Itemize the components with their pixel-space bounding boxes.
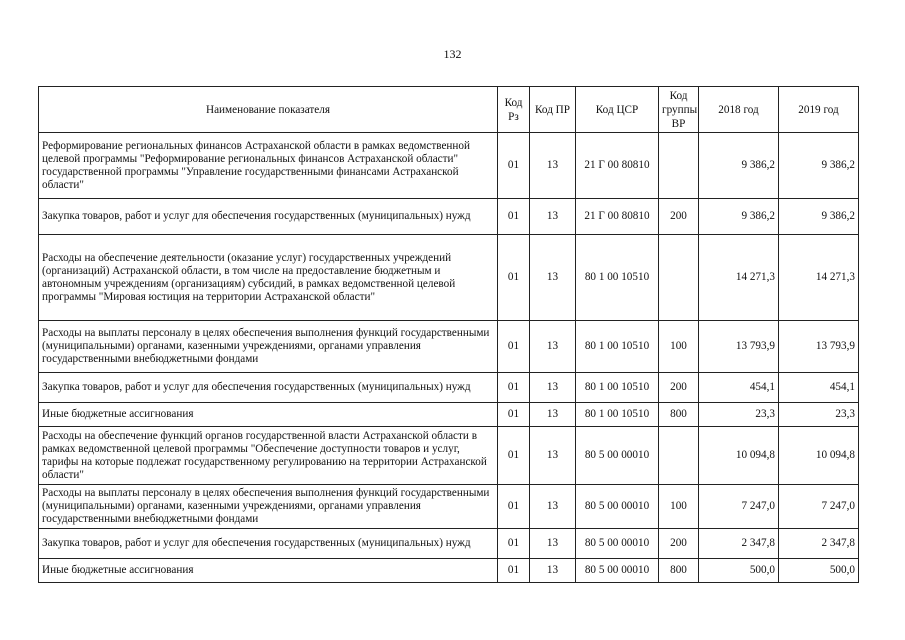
row-rz: 01 (498, 427, 530, 485)
row-pr: 13 (530, 529, 576, 559)
table-row (39, 199, 859, 235)
header-name: Наименование показателя (39, 87, 498, 133)
table-row (39, 403, 859, 427)
row-vr: 200 (659, 529, 699, 559)
row-name: Иные бюджетные ассигнования (39, 559, 498, 583)
table-row (39, 485, 859, 529)
row-2019: 23,3 (779, 403, 859, 427)
row-rz: 01 (498, 559, 530, 583)
row-csr: 21 Г 00 80810 (576, 133, 659, 199)
page-number: 132 (443, 47, 462, 61)
header-2018: 2018 год (699, 87, 779, 133)
row-csr: 21 Г 00 80810 (576, 199, 659, 235)
row-csr: 80 1 00 10510 (576, 321, 659, 373)
row-2019: 10 094,8 (779, 427, 859, 485)
row-name: Закупка товаров, работ и услуг для обеспечения государственных (муниципальных) нужд (39, 373, 498, 403)
row-rz: 01 (498, 485, 530, 529)
row-2018: 23,3 (699, 403, 779, 427)
row-pr: 13 (530, 321, 576, 373)
row-rz: 01 (498, 133, 530, 199)
row-pr: 13 (530, 403, 576, 427)
row-vr: 200 (659, 373, 699, 403)
budget-table (38, 86, 859, 583)
row-rz: 01 (498, 373, 530, 403)
row-rz: 01 (498, 199, 530, 235)
row-2018: 9 386,2 (699, 199, 779, 235)
row-2018: 10 094,8 (699, 427, 779, 485)
table-row (39, 321, 859, 373)
row-pr: 13 (530, 559, 576, 583)
row-2019: 454,1 (779, 373, 859, 403)
row-vr: 200 (659, 199, 699, 235)
row-2018: 9 386,2 (699, 133, 779, 199)
row-pr: 13 (530, 485, 576, 529)
row-rz: 01 (498, 529, 530, 559)
row-name: Реформирование региональных финансов Астраханской области в рамках ведомственной целевой программы "Реформирование региональных финансов Астраханской области" государственной программы "Управление государственными финансами Астраханской области" (39, 133, 498, 199)
table-row (39, 373, 859, 403)
row-2018: 454,1 (699, 373, 779, 403)
table-row (39, 133, 859, 199)
row-csr: 80 1 00 10510 (576, 373, 659, 403)
row-pr: 13 (530, 199, 576, 235)
row-name: Расходы на выплаты персоналу в целях обеспечения выполнения функций государственными (муниципальными) органами, казенными учреждениями, органами управления государственными внебюджетными фондами (39, 321, 498, 373)
row-2019: 9 386,2 (779, 133, 859, 199)
row-pr: 13 (530, 373, 576, 403)
row-name: Расходы на выплаты персоналу в целях обеспечения выполнения функций государственными (муниципальными) органами, казенными учреждениями, органами управления государственными внебюджетными фондами (39, 485, 498, 529)
row-csr: 80 5 00 00010 (576, 529, 659, 559)
header-csr: Код ЦСР (576, 87, 659, 133)
row-csr: 80 1 00 10510 (576, 235, 659, 321)
table-row (39, 529, 859, 559)
row-vr (659, 235, 699, 321)
row-vr (659, 133, 699, 199)
row-vr (659, 427, 699, 485)
table-row (39, 235, 859, 321)
row-2019: 7 247,0 (779, 485, 859, 529)
row-rz: 01 (498, 321, 530, 373)
table-row (39, 427, 859, 485)
row-pr: 13 (530, 427, 576, 485)
header-pr: Код ПР (530, 87, 576, 133)
row-vr: 800 (659, 403, 699, 427)
row-vr: 100 (659, 321, 699, 373)
row-vr: 800 (659, 559, 699, 583)
row-pr: 13 (530, 133, 576, 199)
row-pr: 13 (530, 235, 576, 321)
row-rz: 01 (498, 235, 530, 321)
row-name: Иные бюджетные ассигнования (39, 403, 498, 427)
row-csr: 80 1 00 10510 (576, 403, 659, 427)
row-csr: 80 5 00 00010 (576, 559, 659, 583)
row-2018: 500,0 (699, 559, 779, 583)
row-2018: 2 347,8 (699, 529, 779, 559)
row-name: Расходы на обеспечение деятельности (оказание услуг) государственных учреждений (организаций) Астраханской области, в том числе на предоставление бюджетным и автономным учреждениям (организациям) субсидий, в рамках ведомственной целевой программы "Мировая юстиция на территории Астраханской области" (39, 235, 498, 321)
row-2018: 13 793,9 (699, 321, 779, 373)
table-row (39, 559, 859, 583)
row-csr: 80 5 00 00010 (576, 427, 659, 485)
header-rz: Код Рз (498, 87, 530, 133)
row-name: Закупка товаров, работ и услуг для обеспечения государственных (муниципальных) нужд (39, 199, 498, 235)
header-2019: 2019 год (779, 87, 859, 133)
row-name: Расходы на обеспечение функций органов государственной власти Астраханской области в рамках ведомственной целевой программы "Обеспечение доступности товаров и услуг, тарифы на которые подлежат государственному регулированию на территории Астраханской области" (39, 427, 498, 485)
row-2019: 500,0 (779, 559, 859, 583)
row-name: Закупка товаров, работ и услуг для обеспечения государственных (муниципальных) нужд (39, 529, 498, 559)
table-header-row (39, 87, 859, 133)
row-2019: 2 347,8 (779, 529, 859, 559)
row-csr: 80 5 00 00010 (576, 485, 659, 529)
row-2018: 14 271,3 (699, 235, 779, 321)
row-rz: 01 (498, 403, 530, 427)
row-2019: 14 271,3 (779, 235, 859, 321)
row-vr: 100 (659, 485, 699, 529)
row-2018: 7 247,0 (699, 485, 779, 529)
row-2019: 9 386,2 (779, 199, 859, 235)
header-vr: Код группы ВР (659, 87, 699, 133)
row-2019: 13 793,9 (779, 321, 859, 373)
